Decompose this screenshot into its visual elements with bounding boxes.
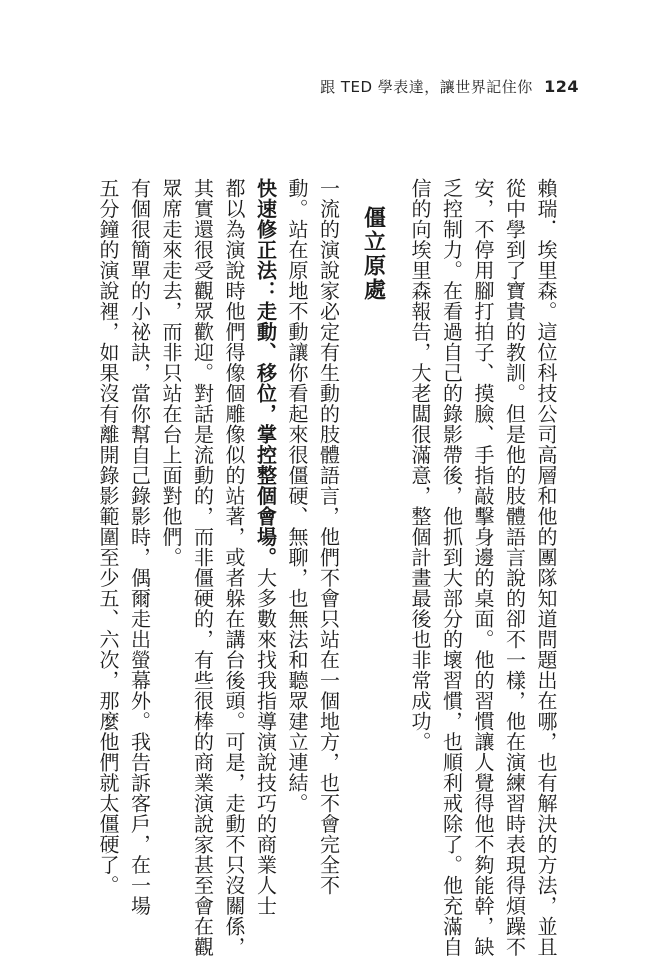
text-column: 從中學到了寶貴的教訓。但是他的肢體語言說的卻不一樣，他在演練習時表現得煩躁不 [502,178,527,957]
text-column: 動。站在原地不動讓你看起來很僵硬、無聊，也無法和聽眾建立連結。 [285,178,309,814]
text-column: 都以為演說時他們得像個雕像似的站著，或者躲在講台後頭。可是，走動不只沒關係， [222,178,246,957]
text-column: 其實還很受觀眾歡迎。對話是流動的，而非僵硬的，有些很棒的商業演說家甚至會在觀 [190,178,215,957]
book-title: 跟 TED 學表達，讓世界記住你 [320,78,533,96]
text-column: 乏控制力。在看過自己的錄影帶後，他抓到大部分的壞習慣，也順利戒除了。他充滿自 [439,178,464,957]
page-number: 124 [544,77,579,96]
text-column: 信的向埃里森報告，大老闆很滿意，整個計畫最後也非常成功。 [408,178,432,752]
text-column: 一流的演說家必定有生動的肢體語言，他們不會只站在一個地方，也不會完全不 [316,178,341,896]
text-run: 大多數來找我指導演說技巧的商業人士 [253,567,278,916]
section-heading: 僵立原處 [360,206,387,302]
running-header [320,76,579,97]
bold-quick-fix: 快速修正法：走動、移位，掌控整個會場。 [253,178,278,568]
text-column: 安，不停用腳打拍子、摸臉、手指敲擊身邊的桌面。他的習慣讓人覺得他不夠能幹，缺 [471,178,495,957]
vertical-text-body [86,178,561,957]
text-column: 五分鐘的演說裡，如果沒有離開錄影範圍至少五、六次，那麼他們就太僵硬了。 [96,178,120,896]
text-column: 賴瑞．埃里森。這位科技公司高層和他的團隊知道問題出在哪，也有解決的方法，並且 [534,178,558,957]
text-column: 有個很簡單的小祕訣，當你幫自己錄影時，偶爾走出螢幕外。我告訴客戶，在一場 [127,178,152,916]
text-column: 眾席走來走去，而非只站在台上面對他們。 [159,178,183,568]
text-column [249,178,281,916]
